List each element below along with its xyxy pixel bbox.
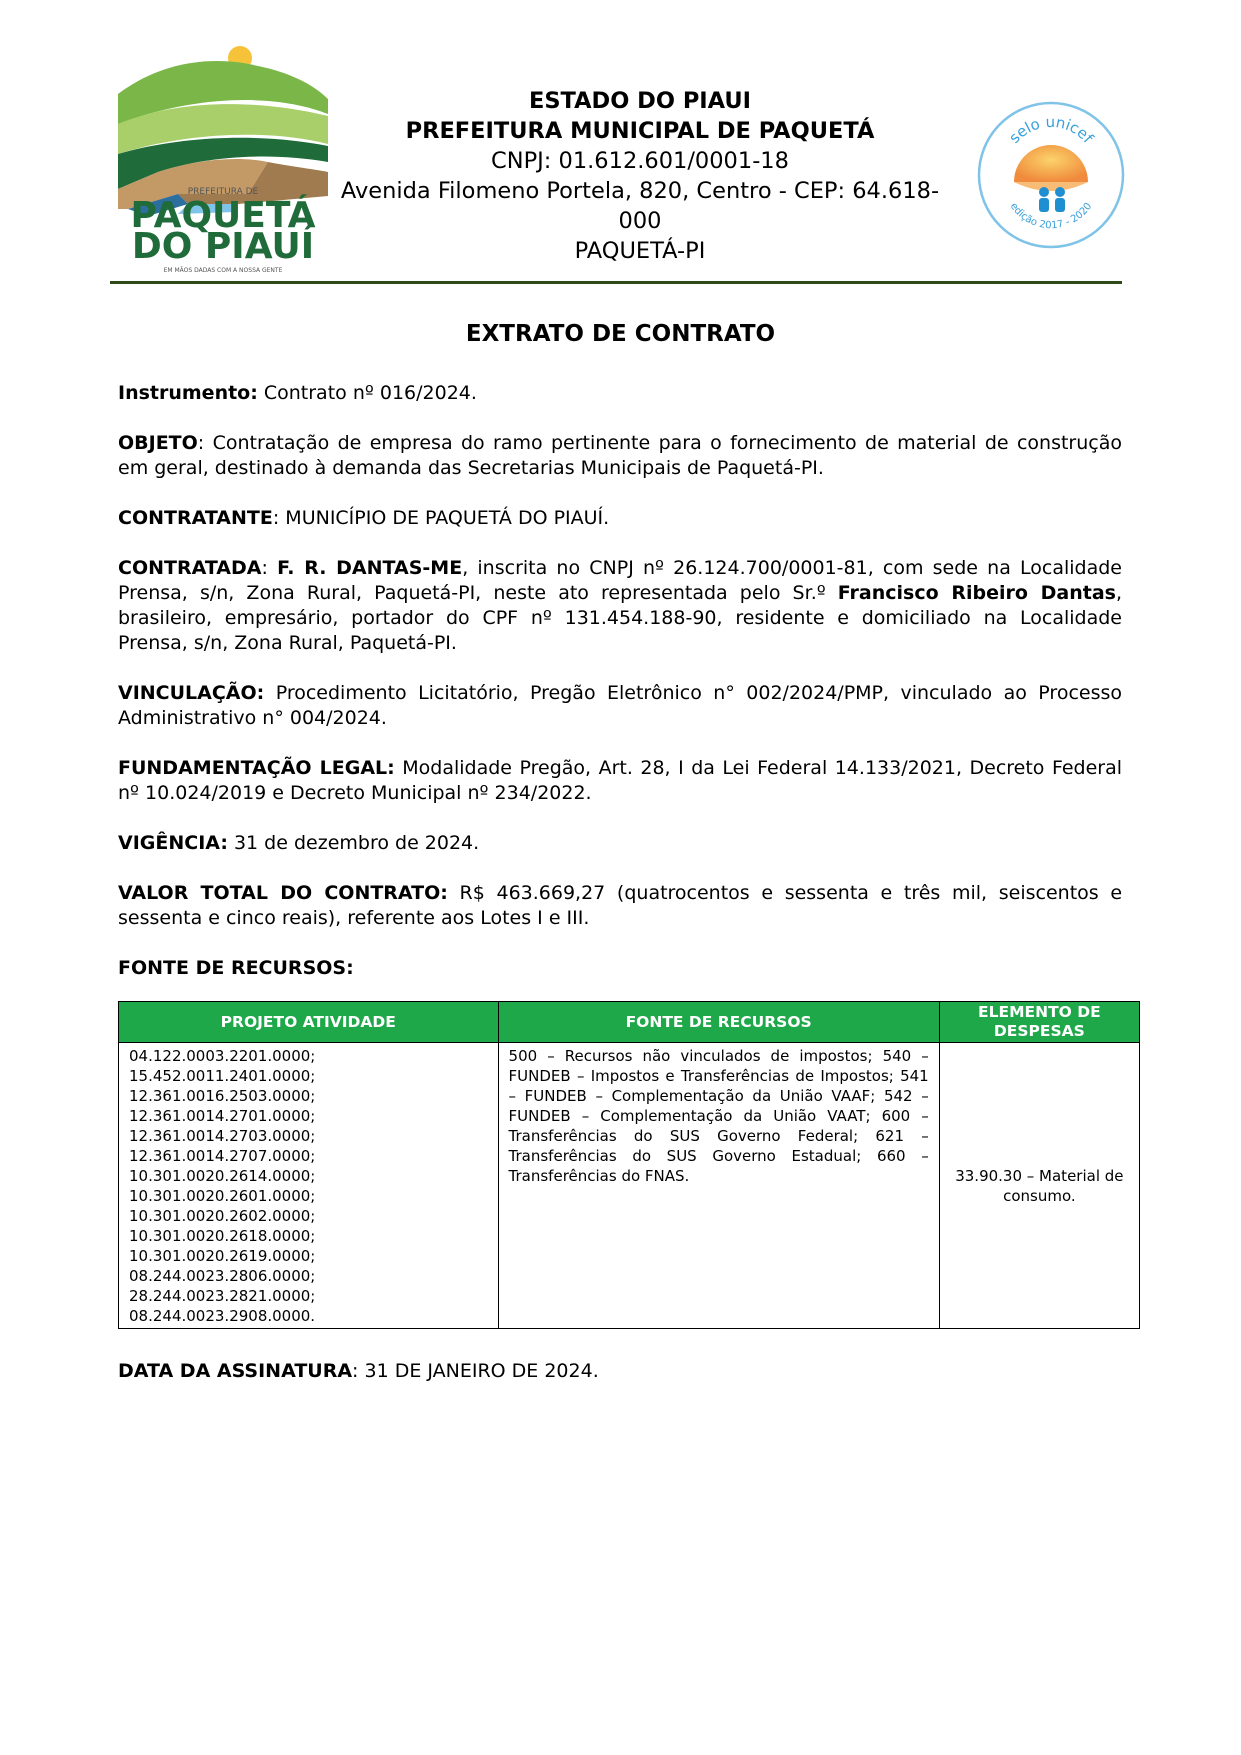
- letterhead: [330, 86, 950, 266]
- instrumento-paragraph: Instrumento: Contrato nº 016/2024.: [118, 382, 477, 404]
- address: Avenida Filomeno Portela, 820, Centro - CEP: 64.618-000: [340, 178, 940, 234]
- vinculacao-paragraph: VINCULAÇÃO: Procedimento Licitatório, Pregão Eletrônico n° 002/2024/PMP, vinculado ao Processo Administrativo n° 004/2024.: [118, 682, 1122, 729]
- table-header-fonte: FONTE DE RECURSOS: [498, 1002, 939, 1043]
- seal-bottom-text: edição 2017 - 2020: [1007, 200, 1095, 232]
- paqueta-logo: [118, 44, 338, 276]
- cnpj: CNPJ: 01.612.601/0001-18: [491, 148, 789, 174]
- recursos-table: [118, 1001, 1140, 1329]
- vigencia-paragraph: VIGÊNCIA: 31 de dezembro de 2024.: [118, 832, 480, 854]
- logo-tagline: EM MÃOS DADAS COM A NOSSA GENTE: [163, 267, 283, 274]
- cell-projeto: 04.122.0003.2201.0000; 15.452.0011.2401.0000; 12.361.0016.2503.0000; 12.361.0014.2701.0000; 12.361.0014.2703.0000; 12.361.0014.2707.0000; 10.301.0020.2614.0000; 10.301.0020.2601.0000; 10.301.0020.2602.0000; 10.301.0020.2618.0000; 10.301.0020.2619.0000; 08.244.0023.2806.0000; 28.244.0023.2821.0000; 08.244.0023.2908.0000.: [119, 1043, 499, 1329]
- selo-unicef-seal-icon: [976, 100, 1126, 250]
- fundamentacao-paragraph: FUNDAMENTAÇÃO LEGAL: Modalidade Pregão, Art. 28, I da Lei Federal 14.133/2021, Decreto Federal nº 10.024/2019 e Decreto Municipal nº 234/2022.: [118, 757, 1123, 804]
- data-assinatura-paragraph: DATA DA ASSINATURA: 31 DE JANEIRO DE 2024.: [118, 1360, 599, 1382]
- contract-body: [118, 381, 1122, 1409]
- table-header-elemento: ELEMENTO DE DESPESAS: [939, 1002, 1139, 1043]
- header-divider: [110, 281, 1122, 284]
- page-title: EXTRATO DE CONTRATO: [465, 321, 776, 347]
- logo-line1: PAQUETÁ: [130, 195, 316, 236]
- logo-line2: DO PIAUÍ: [131, 226, 315, 267]
- contratada-paragraph: CONTRATADA: F. R. DANTAS-ME, inscrita no CNPJ nº 26.124.700/0001-81, com sede na Localidade Prensa, s/n, Zona Rural, Paquetá-PI, neste ato representada pelo Sr.º Francisco Ribeiro Dantas, brasileiro, empresário, portador do CPF nº 131.454.188-90, residente e domiciliado na Localidade Prensa, s/n, Zona Rural, Paquetá-PI.: [118, 557, 1122, 654]
- objeto-paragraph: OBJETO: Contratação de empresa do ramo pertinente para o fornecimento de material de construção em geral, destinado à demanda das Secretarias Municipais de Paquetá-PI.: [118, 432, 1122, 479]
- cell-fonte: 500 – Recursos não vinculados de impostos; 540 – FUNDEB – Impostos e Transferências de Impostos; 541 – FUNDEB – Complementação da União VAAF; 542 – FUNDEB – Complementação da União VAAT; 600 – Transferências do SUS Governo Federal; 621 – Transferências do SUS Governo Estadual; 660 – Transferências do FNAS.: [498, 1043, 939, 1329]
- table-header-projeto: PROJETO ATIVIDADE: [119, 1002, 499, 1043]
- city: PAQUETÁ-PI: [574, 238, 706, 264]
- unicef-seal: [976, 100, 1126, 250]
- paqueta-landscape-logo-icon: [118, 44, 338, 276]
- state-name: ESTADO DO PIAUI: [528, 88, 752, 114]
- prefecture-name: PREFEITURA MUNICIPAL DE PAQUETÁ: [405, 118, 875, 144]
- cell-elemento: 33.90.30 – Material de consumo.: [939, 1043, 1139, 1329]
- fonte-label: FONTE DE RECURSOS:: [118, 957, 354, 979]
- valor-paragraph: VALOR TOTAL DO CONTRATO: R$ 463.669,27 (quatrocentos e sessenta e três mil, seiscentos e sessenta e cinco reais), referente aos Lotes I e III.: [118, 882, 1123, 929]
- seal-top-text: selo unicef: [1005, 112, 1097, 147]
- contratante-paragraph: CONTRATANTE: MUNICÍPIO DE PAQUETÁ DO PIAUÍ.: [118, 507, 610, 529]
- logo-top-text: PREFEITURA DE: [187, 187, 259, 197]
- table-row: [119, 1043, 1140, 1329]
